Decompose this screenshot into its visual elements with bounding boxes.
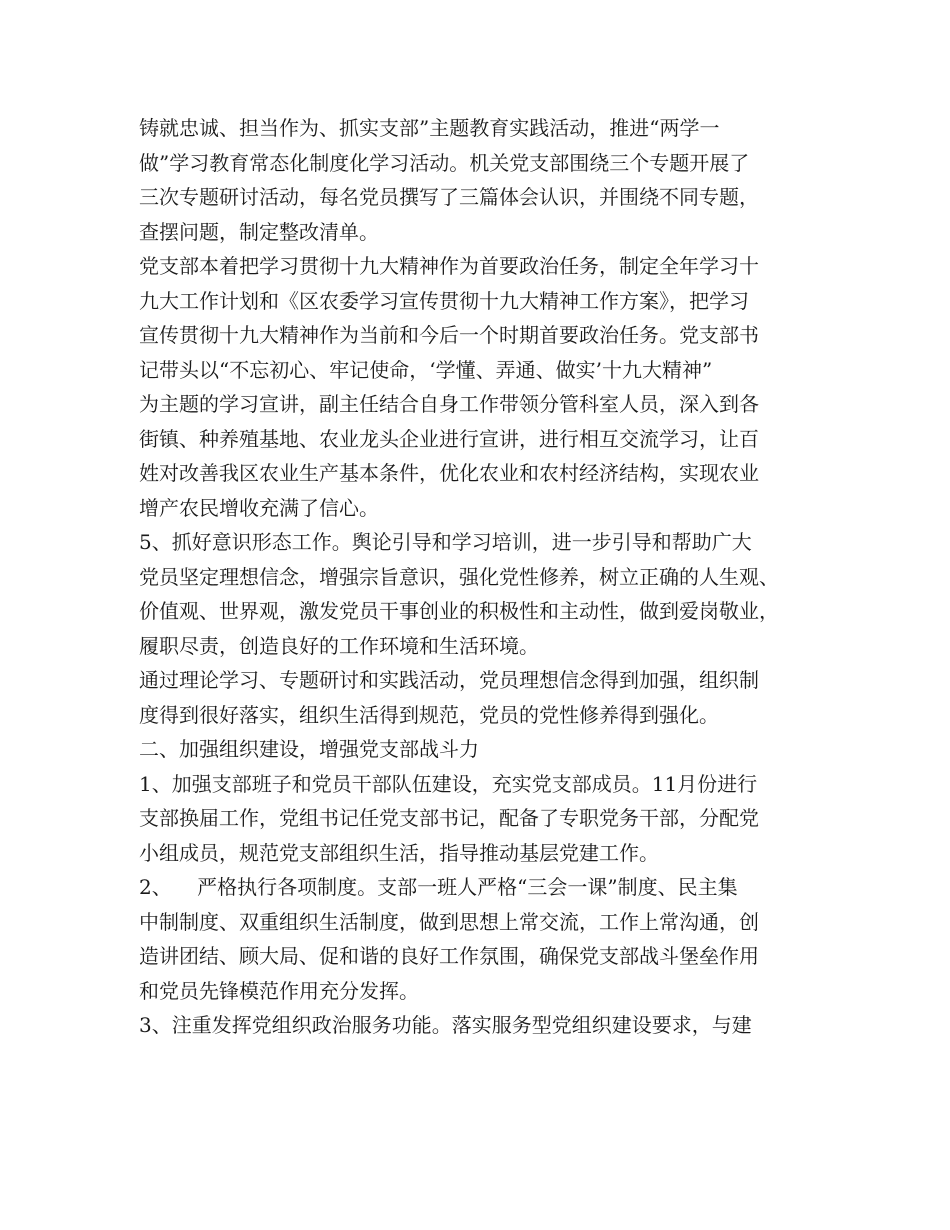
text-line: 中制制度、双重组织生活制度，做到思想上常交流，工作上常沟通，创: [139, 909, 759, 934]
text-line: 姓对改善我区农业生产基本条件，优化农业和农村经济结构，实现农业: [139, 461, 759, 485]
text-line: 铸就忠诚、担当作为、抓实支部”主题教育实践活动，推进“两学一: [139, 116, 720, 140]
text-line: 增产农民增收充满了信心。: [139, 495, 379, 520]
text-line: 度得到很好落实，组织生活得到规范，党员的党性修养得到强化。: [139, 702, 719, 727]
text-line: 通过理论学习、专题研讨和实践活动，党员理想信念得到加强，组织制: [139, 668, 759, 692]
text-line: 3、注重发挥党组织政治服务功能。落实服务型党组织建设要求，与建: [139, 1013, 752, 1037]
text-line: 党员坚定理想信念，增强宗旨意识，强化党性修养，树立正确的人生观、: [139, 564, 779, 589]
text-line: 履职尽责，创造良好的工作环境和生活环境。: [139, 633, 539, 658]
text-line: 5、抓好意识形态工作。舆论引导和学习培训，进一步引导和帮助广大: [139, 530, 752, 554]
text-line: 和党员先锋模范作用充分发挥。: [139, 978, 419, 1003]
text-line: 三次专题研讨活动，每名党员撰写了三篇体会认识，并围绕不同专题，: [139, 185, 759, 209]
text-line: 小组成员，规范党支部组织生活，指导推动基层党建工作。: [139, 840, 659, 865]
text-line: 支部换届工作，党组书记任党支部书记，配备了专职党务干部，分配党: [139, 806, 759, 830]
text-line: 造讲团结、顾大局、促和谐的良好工作氛围，确保党支部战斗堡垒作用: [139, 944, 759, 968]
text-line: 九大工作计划和《区农委学习宣传贯彻十九大精神工作方案》，把学习: [139, 288, 749, 313]
text-line: 为主题的学习宣讲，副主任结合自身工作带领分管科室人员，深入到各: [139, 392, 759, 416]
text-line: 党支部本着把学习贯彻十九大精神作为首要政治任务，制定全年学习十: [139, 254, 759, 278]
document-body: [139, 111, 819, 1043]
text-line: 1、加强支部班子和党员干部队伍建设，充实党支部成员。11月份进行: [139, 771, 758, 796]
text-line: 做”学习教育常态化制度化学习活动。机关党支部围绕三个专题开展了: [139, 150, 750, 175]
text-line: 查摆问题，制定整改清单。: [139, 219, 379, 244]
text-line: 记带头以“不忘初心、牢记使命，‘学懂、弄通、做实’十九大精神”: [139, 357, 713, 382]
text-line: 街镇、种养殖基地、农业龙头企业进行宣讲，进行相互交流学习，让百: [139, 426, 759, 451]
text-line: 宣传贯彻十九大精神作为当前和今后一个时期首要政治任务。党支部书: [139, 323, 759, 347]
text-line: 2、 严格执行各项制度。支部一班人严格“三会一课”制度、民主集: [139, 875, 738, 899]
text-line: 价值观、世界观，激发党员干事创业的积极性和主动性，做到爱岗敬业，: [139, 599, 779, 623]
section-heading: 二、加强组织建设，增强党支部战斗力: [139, 737, 479, 761]
